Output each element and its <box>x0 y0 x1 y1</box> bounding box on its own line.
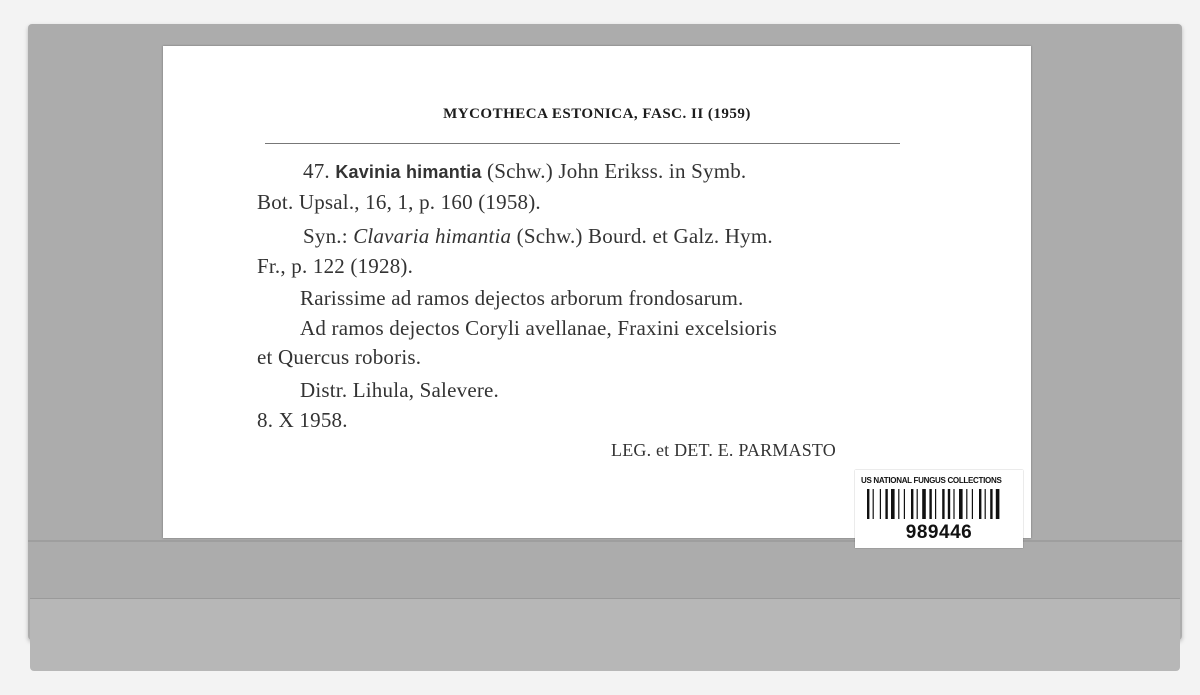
substrate-line: Ad ramos dejectos Coryli avellanae, Fraxini excelsioris <box>300 316 777 340</box>
substrate-line-cont: et Quercus roboris. <box>257 345 422 369</box>
synonym-prefix: Syn.: <box>303 224 348 248</box>
specimen-label <box>163 46 1031 538</box>
synonym-citation-line: Fr., p. 122 (1928). <box>257 254 414 278</box>
packet-lower-flap <box>30 598 1180 671</box>
distribution-line: Distr. Lihula, Salevere. <box>300 378 499 402</box>
barcode-sticker <box>855 470 1023 548</box>
collector-line: LEG. et DET. E. PARMASTO <box>611 440 836 460</box>
barcode-graphic <box>867 489 1009 519</box>
habitat-line: Rarissime ad ramos dejectos arborum frondosarum. <box>300 286 744 310</box>
species-name: Kavinia himantia <box>335 162 482 182</box>
entry-number: 47. <box>303 159 330 183</box>
label-title: MYCOTHECA ESTONICA, FASC. II (1959) <box>443 106 751 122</box>
synonym-line <box>303 224 773 249</box>
synonym-authority: (Schw.) Bourd. et Galz. Hym. <box>516 224 773 248</box>
sticker-header: US NATIONAL FUNGUS COLLECTIONS <box>861 476 1002 485</box>
collection-date: 8. X 1958. <box>257 408 348 432</box>
barcode-number: 989446 <box>905 522 973 543</box>
synonym-name: Clavaria himantia <box>353 224 512 248</box>
species-line <box>303 159 746 184</box>
species-authority: (Schw.) John Erikss. in Symb. <box>487 159 747 183</box>
title-divider <box>265 143 900 145</box>
citation-line: Bot. Upsal., 16, 1, p. 160 (1958). <box>257 190 541 214</box>
